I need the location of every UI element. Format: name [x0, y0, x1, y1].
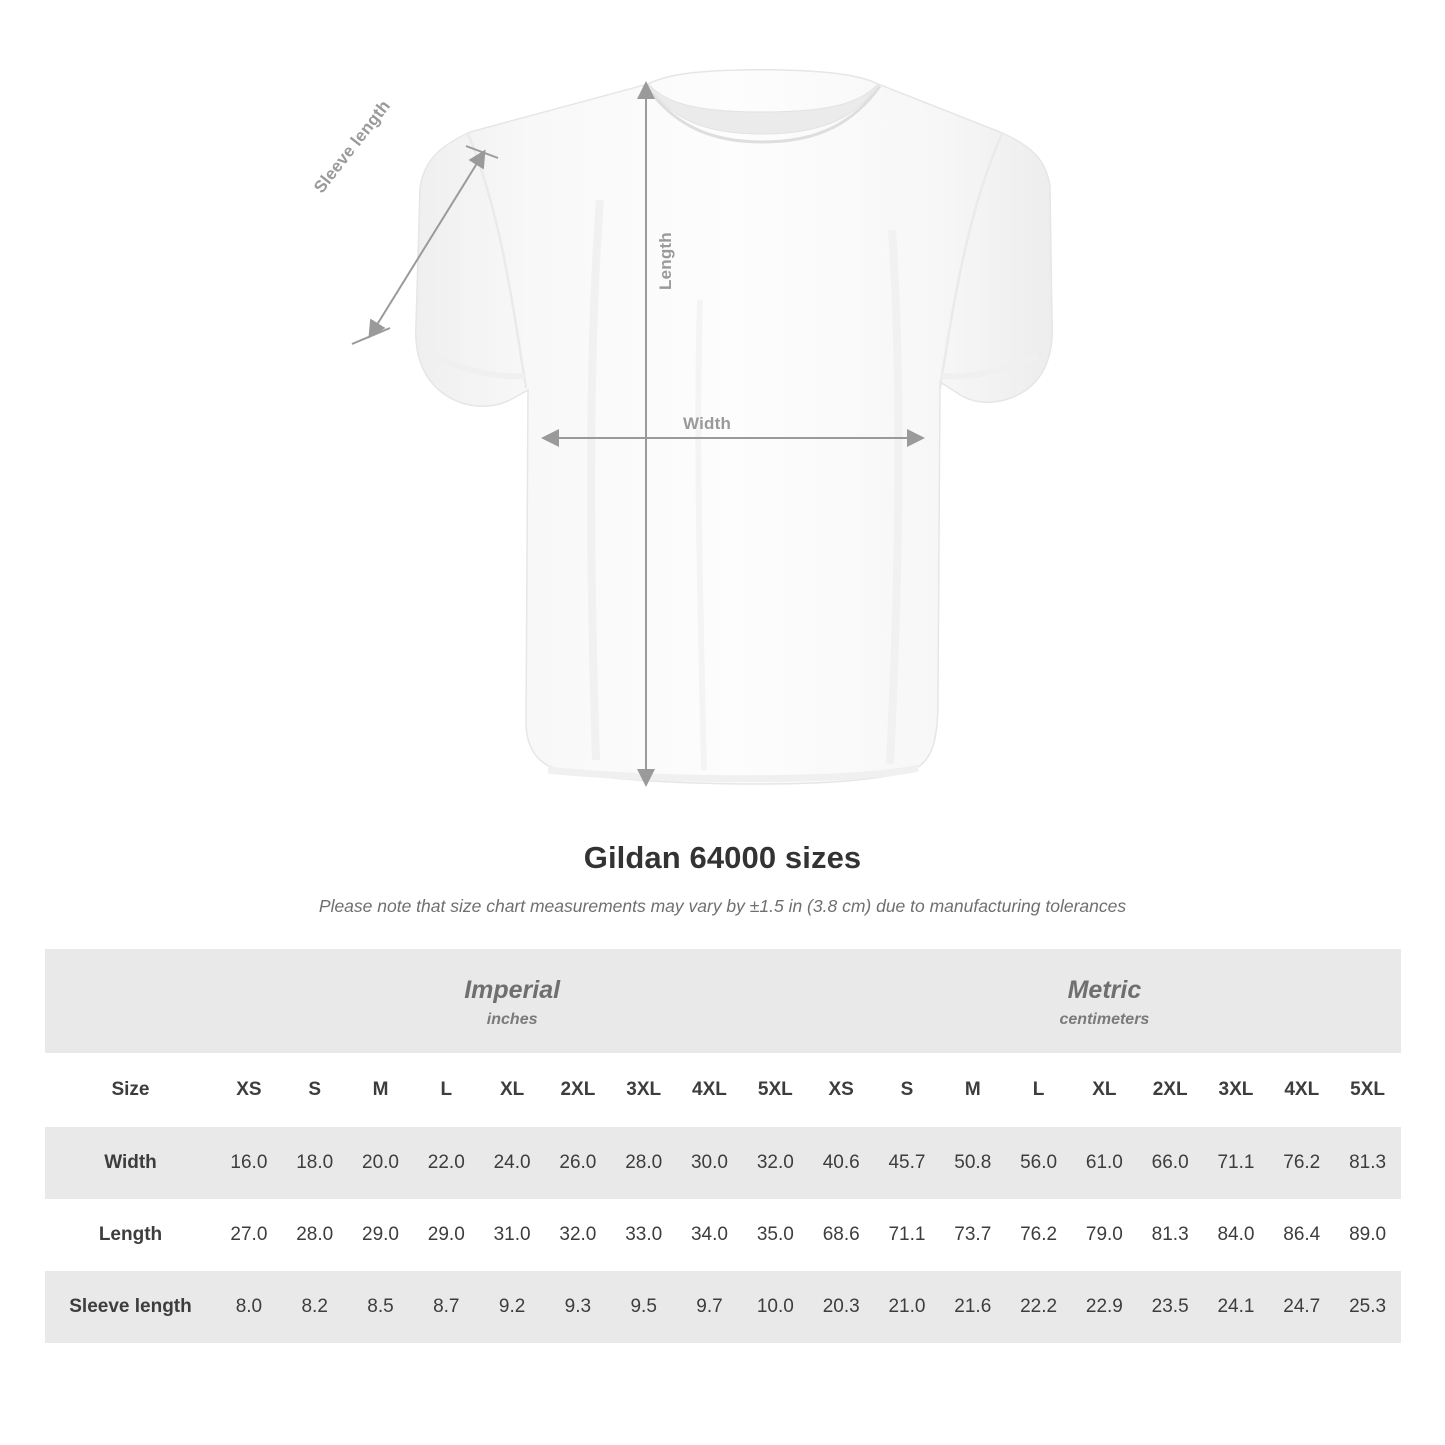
size-header-cell: 3XL	[611, 1053, 677, 1127]
unit-group-row	[45, 949, 1401, 1053]
table-cell: 8.7	[413, 1271, 479, 1343]
unit-group-imperial-sub: inches	[486, 1011, 538, 1029]
size-header-label: Size	[45, 1053, 216, 1127]
table-cell: 9.3	[545, 1271, 611, 1343]
table-cell: 32.0	[545, 1199, 611, 1271]
table-cell: 81.3	[1137, 1199, 1203, 1271]
table-cell: 22.9	[1071, 1271, 1137, 1343]
size-header-cell: XS	[808, 1053, 874, 1127]
size-header-cell: 5XL	[742, 1053, 808, 1127]
length-label: Length	[656, 232, 675, 290]
table-cell: 23.5	[1137, 1271, 1203, 1343]
table-row	[45, 1199, 1401, 1271]
table-cell: 89.0	[1335, 1199, 1401, 1271]
table-cell: 8.2	[282, 1271, 348, 1343]
size-header-cell: XL	[1071, 1053, 1137, 1127]
table-cell: 86.4	[1269, 1199, 1335, 1271]
table-cell: 9.2	[479, 1271, 545, 1343]
size-header-cell: XS	[216, 1053, 282, 1127]
table-cell: 29.0	[413, 1199, 479, 1271]
table-cell: 8.0	[216, 1271, 282, 1343]
table-cell: 73.7	[940, 1199, 1006, 1271]
table-cell: 50.8	[940, 1127, 1006, 1199]
size-header-cell: XL	[479, 1053, 545, 1127]
unit-group-metric-name: Metric	[1067, 976, 1142, 1004]
table-cell: 16.0	[216, 1127, 282, 1199]
size-header-cell: 4XL	[1269, 1053, 1335, 1127]
table-cell: 25.3	[1335, 1271, 1401, 1343]
table-cell: 34.0	[677, 1199, 743, 1271]
table-cell: 21.6	[940, 1271, 1006, 1343]
size-header-cell: 2XL	[545, 1053, 611, 1127]
table-cell: 24.1	[1203, 1271, 1269, 1343]
table-cell: 79.0	[1071, 1199, 1137, 1271]
table-cell: 8.5	[348, 1271, 414, 1343]
table-cell: 21.0	[874, 1271, 940, 1343]
table-cell: 24.7	[1269, 1271, 1335, 1343]
size-header-cell: L	[1006, 1053, 1072, 1127]
table-cell: 81.3	[1335, 1127, 1401, 1199]
table-cell: 76.2	[1269, 1127, 1335, 1199]
table-cell: 9.5	[611, 1271, 677, 1343]
table-cell: 68.6	[808, 1199, 874, 1271]
table-cell: 22.0	[413, 1127, 479, 1199]
table-cell: 28.0	[611, 1127, 677, 1199]
unit-group-imperial-name: Imperial	[464, 976, 561, 1004]
size-header-row	[45, 1053, 1401, 1127]
size-header-cell: 5XL	[1335, 1053, 1401, 1127]
row-label-sleeve-length: Sleeve length	[45, 1271, 216, 1343]
table-cell: 45.7	[874, 1127, 940, 1199]
size-header-cell: M	[940, 1053, 1006, 1127]
table-cell: 20.3	[808, 1271, 874, 1343]
size-chart-table	[45, 949, 1401, 1343]
table-cell: 22.2	[1006, 1271, 1072, 1343]
table-cell: 71.1	[1203, 1127, 1269, 1199]
measurement-tolerance-note: Please note that size chart measurements may vary by ±1.5 in (3.8 cm) due to manufacturing tolerances	[318, 896, 1127, 916]
row-label-width: Width	[45, 1127, 216, 1199]
size-header-cell: L	[413, 1053, 479, 1127]
unit-spacer-cell	[45, 949, 216, 1053]
size-header-cell: M	[348, 1053, 414, 1127]
table-cell: 40.6	[808, 1127, 874, 1199]
table-cell: 20.0	[348, 1127, 414, 1199]
table-cell: 29.0	[348, 1199, 414, 1271]
size-table-wrapper	[45, 949, 1400, 1343]
table-cell: 30.0	[677, 1127, 743, 1199]
width-label: Width	[683, 414, 732, 433]
table-cell: 27.0	[216, 1199, 282, 1271]
table-row	[45, 1127, 1401, 1199]
sleeve-length-label: Sleeve length	[310, 96, 395, 197]
size-header-cell: 4XL	[677, 1053, 743, 1127]
table-row	[45, 1271, 1401, 1343]
table-cell: 56.0	[1006, 1127, 1072, 1199]
table-cell: 66.0	[1137, 1127, 1203, 1199]
table-cell: 84.0	[1203, 1199, 1269, 1271]
table-cell: 26.0	[545, 1127, 611, 1199]
table-cell: 18.0	[282, 1127, 348, 1199]
size-header-cell: 3XL	[1203, 1053, 1269, 1127]
page-title: Gildan 64000 sizes	[583, 840, 862, 875]
size-header-cell: S	[282, 1053, 348, 1127]
table-cell: 24.0	[479, 1127, 545, 1199]
size-header-cell: 2XL	[1137, 1053, 1203, 1127]
unit-group-imperial	[216, 949, 808, 1053]
table-cell: 10.0	[742, 1271, 808, 1343]
table-cell: 71.1	[874, 1199, 940, 1271]
size-header-cell: S	[874, 1053, 940, 1127]
unit-group-metric	[808, 949, 1400, 1053]
unit-group-metric-sub: centimeters	[1059, 1011, 1150, 1029]
table-cell: 32.0	[742, 1127, 808, 1199]
table-cell: 61.0	[1071, 1127, 1137, 1199]
table-cell: 28.0	[282, 1199, 348, 1271]
table-cell: 35.0	[742, 1199, 808, 1271]
row-label-length: Length	[45, 1199, 216, 1271]
table-cell: 31.0	[479, 1199, 545, 1271]
title-block	[0, 840, 1445, 917]
table-cell: 33.0	[611, 1199, 677, 1271]
table-cell: 76.2	[1006, 1199, 1072, 1271]
table-cell: 9.7	[677, 1271, 743, 1343]
